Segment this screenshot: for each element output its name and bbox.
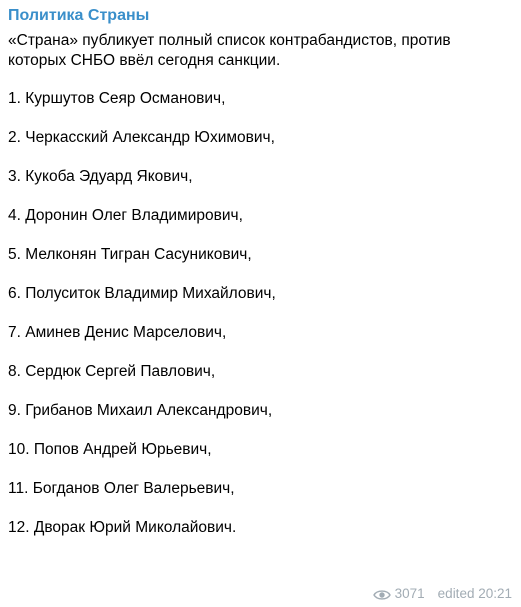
intro-line-2: которых СНБО ввёл сегодня санкции. (8, 52, 281, 69)
eye-icon (373, 588, 391, 600)
sanctions-list (8, 89, 511, 538)
list-item-4: 4. Доронин Олег Владимирович, (8, 207, 243, 224)
list-item-3: 3. Кукоба Эдуард Якович, (8, 168, 193, 185)
edited-timestamp: edited 20:21 (437, 586, 512, 601)
list-item-10: 10. Попов Андрей Юрьевич, (8, 441, 212, 458)
list-item-12: 12. Дворак Юрий Миколайович. (8, 519, 237, 536)
message-meta (373, 585, 512, 603)
list-item-2: 2. Черкасский Александр Юхимович, (8, 129, 275, 146)
list-item-5: 5. Мелконян Тигран Сасуникович, (8, 246, 252, 263)
list-item-9: 9. Грибанов Михаил Александрович, (8, 402, 273, 419)
intro-line-1: «Страна» публикует полный список контрабандистов, против (8, 32, 451, 49)
channel-name-link[interactable]: Политика Страны (8, 7, 150, 24)
list-item-6: 6. Полуситок Владимир Михайлович, (8, 285, 276, 302)
list-item-8: 8. Сердюк Сергей Павлович, (8, 363, 216, 380)
list-item-11: 11. Богданов Олег Валерьевич, (8, 480, 235, 497)
list-item-7: 7. Аминев Денис Марселович, (8, 324, 227, 341)
view-count: 3071 (394, 586, 425, 601)
message-intro-text (8, 31, 511, 71)
list-item-1: 1. Куршутов Сеяр Османович, (8, 90, 226, 107)
